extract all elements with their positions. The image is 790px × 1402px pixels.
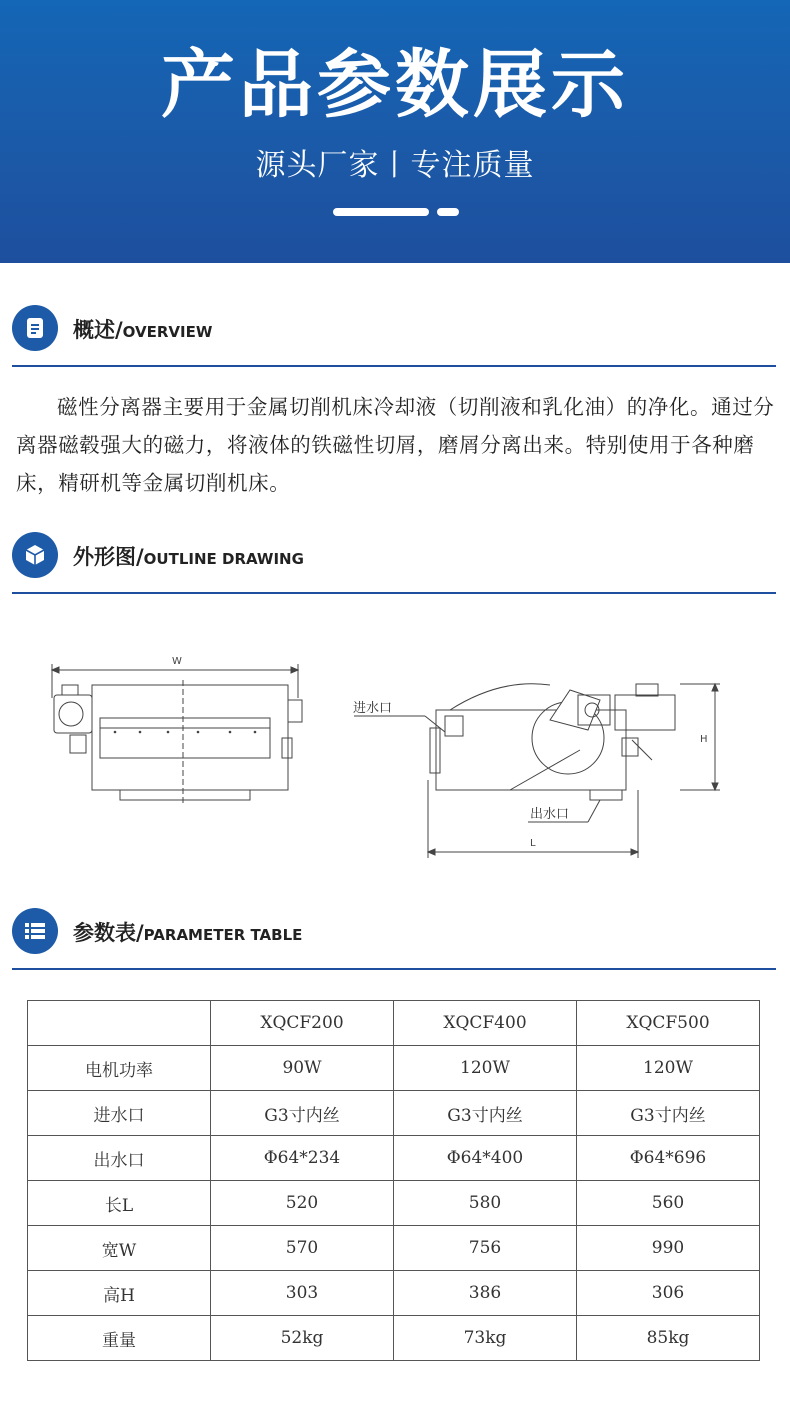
section-divider bbox=[12, 592, 776, 594]
outline-heading bbox=[12, 532, 776, 592]
decor-bar-long bbox=[333, 208, 429, 216]
header-banner bbox=[0, 0, 790, 263]
table-cell: 宽W bbox=[28, 1226, 211, 1271]
width-dim-label: W bbox=[172, 656, 182, 667]
table-cell: 520 bbox=[211, 1181, 394, 1226]
cube-icon bbox=[12, 532, 58, 578]
outlet-label: 出水口 bbox=[530, 807, 570, 822]
height-dim-label: H bbox=[700, 734, 708, 745]
table-cell: 303 bbox=[211, 1271, 394, 1316]
table-cell: G3寸内丝 bbox=[394, 1091, 577, 1136]
table-cell: 386 bbox=[394, 1271, 577, 1316]
inlet-label: 进水口 bbox=[353, 701, 393, 716]
table-cell: Φ64*400 bbox=[394, 1136, 577, 1181]
table-cell: Φ64*234 bbox=[211, 1136, 394, 1181]
section-divider bbox=[12, 968, 776, 970]
table-header-cell: XQCF400 bbox=[394, 1001, 577, 1046]
params-title-cn: 参数表/ bbox=[73, 921, 144, 945]
table-cell: 高H bbox=[28, 1271, 211, 1316]
params-title bbox=[73, 917, 302, 947]
table-row bbox=[28, 1136, 760, 1181]
banner-decoration bbox=[333, 208, 463, 216]
table-cell: 重量 bbox=[28, 1316, 211, 1361]
overview-heading bbox=[12, 305, 776, 365]
table-cell: 120W bbox=[577, 1046, 760, 1091]
outline-title-en: OUTLINE DRAWING bbox=[143, 550, 304, 568]
outline-drawing bbox=[40, 640, 740, 870]
table-row bbox=[28, 1181, 760, 1226]
outline-title-cn: 外形图/ bbox=[73, 545, 144, 569]
table-cell: 560 bbox=[577, 1181, 760, 1226]
parameter-table bbox=[27, 1000, 760, 1361]
table-cell: G3寸内丝 bbox=[577, 1091, 760, 1136]
decor-bar-short bbox=[437, 208, 459, 216]
table-row bbox=[28, 1046, 760, 1091]
table-cell: 306 bbox=[577, 1271, 760, 1316]
params-heading bbox=[12, 908, 776, 968]
table-cell: 570 bbox=[211, 1226, 394, 1271]
table-cell: 990 bbox=[577, 1226, 760, 1271]
overview-title-en: OVERVIEW bbox=[122, 323, 213, 341]
table-cell: 52kg bbox=[211, 1316, 394, 1361]
table-header-cell: XQCF200 bbox=[211, 1001, 394, 1046]
params-title-en: PARAMETER TABLE bbox=[143, 926, 303, 944]
table-cell: G3寸内丝 bbox=[211, 1091, 394, 1136]
overview-title-cn: 概述/ bbox=[73, 318, 123, 342]
outline-title bbox=[73, 541, 304, 571]
table-cell: 长L bbox=[28, 1181, 211, 1226]
table-row bbox=[28, 1316, 760, 1361]
length-dim-label: L bbox=[530, 838, 536, 849]
banner-subtitle: 源头厂家丨专注质量 bbox=[255, 148, 535, 183]
table-cell: Φ64*696 bbox=[577, 1136, 760, 1181]
table-cell: 120W bbox=[394, 1046, 577, 1091]
table-cell: 85kg bbox=[577, 1316, 760, 1361]
overview-paragraph: 磁性分离器主要用于金属切削机床冷却液（切削液和乳化油）的净化。通过分离器磁毂强大的磁力，将液体的铁磁性切屑，磨屑分离出来。特别使用于各种磨床，精研机等金属切削机床。 bbox=[16, 395, 775, 495]
list-icon bbox=[12, 908, 58, 954]
table-cell: 出水口 bbox=[28, 1136, 211, 1181]
table-cell: 73kg bbox=[394, 1316, 577, 1361]
table-header-cell: XQCF500 bbox=[577, 1001, 760, 1046]
table-row bbox=[28, 1226, 760, 1271]
table-row bbox=[28, 1091, 760, 1136]
front-view bbox=[52, 656, 302, 805]
banner-title: 产品参数展示 bbox=[161, 42, 629, 128]
overview-description bbox=[16, 388, 778, 502]
table-cell: 进水口 bbox=[28, 1091, 211, 1136]
table-cell: 580 bbox=[394, 1181, 577, 1226]
section-divider bbox=[12, 365, 776, 367]
side-view bbox=[353, 684, 720, 858]
table-cell: 756 bbox=[394, 1226, 577, 1271]
table-cell: 90W bbox=[211, 1046, 394, 1091]
document-icon bbox=[12, 305, 58, 351]
table-header-row bbox=[28, 1001, 760, 1046]
table-row bbox=[28, 1271, 760, 1316]
table-cell: 电机功率 bbox=[28, 1046, 211, 1091]
table-header-cell bbox=[28, 1001, 211, 1046]
overview-title bbox=[73, 314, 212, 344]
